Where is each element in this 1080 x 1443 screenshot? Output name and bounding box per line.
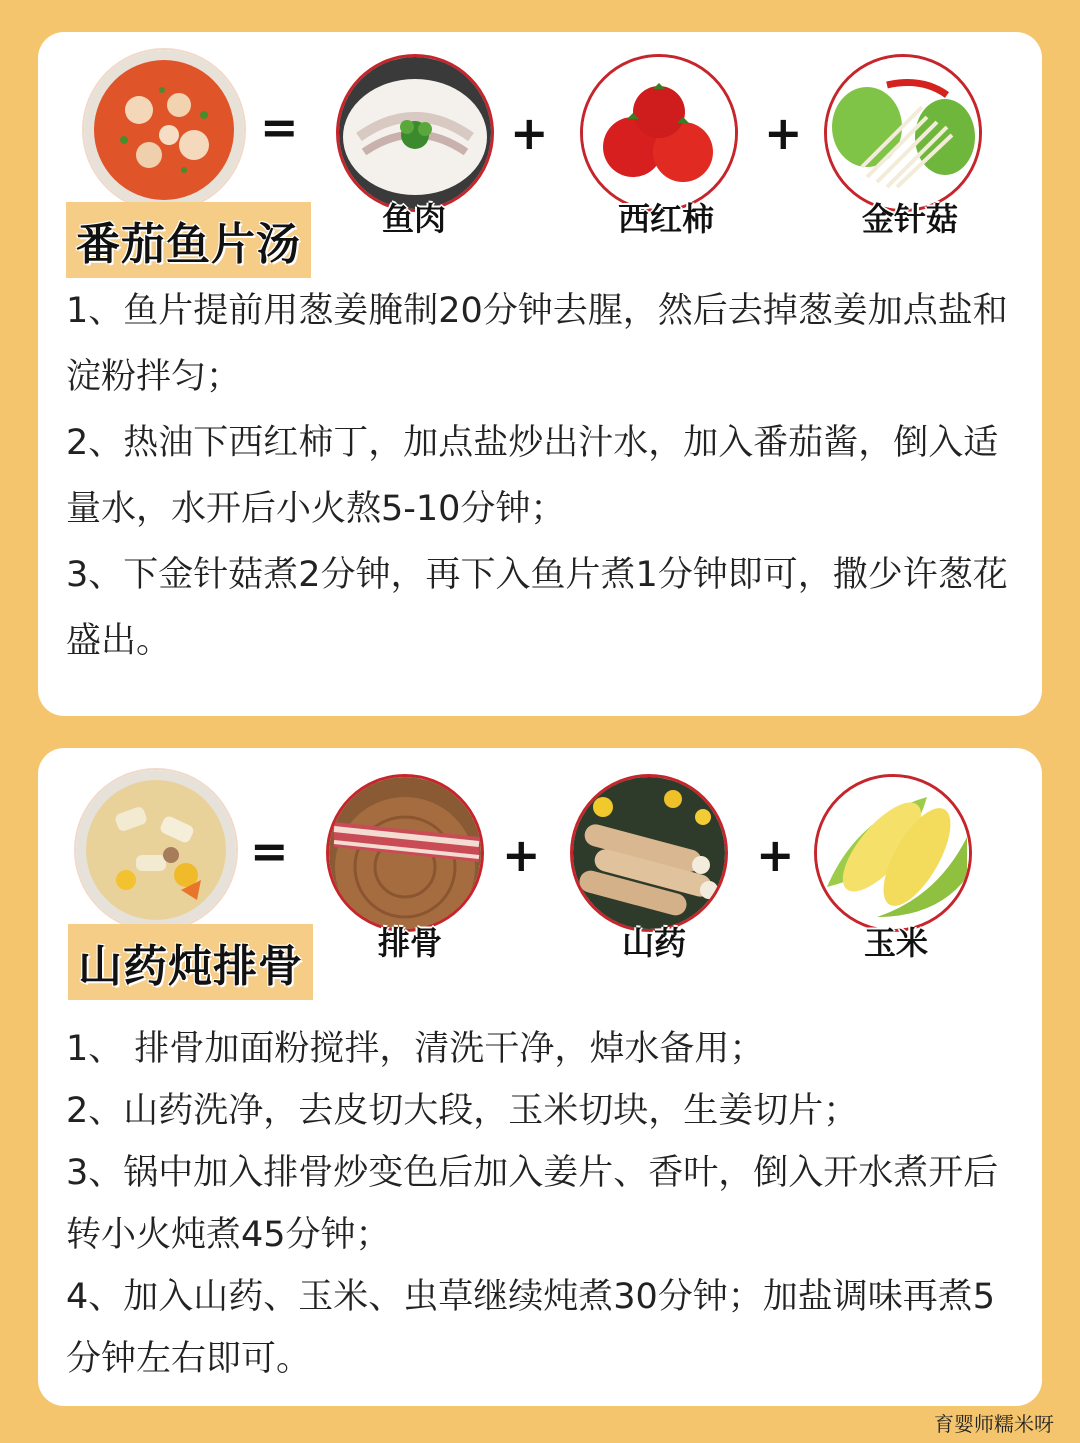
equals-sign: = [260,100,299,154]
step-text: 2、山药洗净，去皮切大段，玉米切块，生姜切片； [66,1091,859,1131]
equals-sign: = [250,824,289,878]
pork-ribs-image [326,774,484,932]
yam-image [570,774,728,932]
recipe-steps [66,278,1022,674]
plus-sign: + [510,106,549,160]
recipe-steps [66,1018,1022,1390]
ingredient-label: 鱼肉 [382,200,447,238]
recipe-title: 番茄鱼片汤 [66,202,311,278]
ingredient-label: 山药 [622,924,687,962]
fish-slices-image [336,54,494,212]
step-text: 3、锅中加入排骨炒变色后加入姜片、香叶，倒入开水煮开后转小火炖煮45分钟； [66,1153,999,1255]
corn-image [814,774,972,932]
tomato-image [580,54,738,212]
step-text: 1、鱼片提前用葱姜腌制20分钟去腥，然后去掉葱姜加点盐和淀粉拌匀； [66,291,1008,397]
step-text: 2、热油下西红柿丁，加点盐炒出汁水，加入番茄酱，倒入适量水，水开后小火熬5-10分钟； [66,423,999,529]
step-text: 3、下金针菇煮2分钟，再下入鱼片煮1分钟即可，撒少许葱花盛出。 [66,555,1008,661]
author-watermark: 育婴师糯米呀 [934,1412,1054,1436]
tomato-fish-soup-image [84,50,244,210]
recipe-card-yam-rib [38,748,1042,1406]
yam-rib-soup-image [76,770,236,930]
recipe-card-tomato-fish [38,32,1042,716]
recipe-title: 山药炖排骨 [68,924,313,1000]
ingredient-label: 玉米 [864,924,929,962]
step-text: 1、 排骨加面粉搅拌，清洗干净，焯水备用； [66,1029,765,1069]
step-text: 4、加入山药、玉米、虫草继续炖煮30分钟；加盐调味再煮5分钟左右即可。 [66,1277,996,1379]
plus-sign: + [764,106,803,160]
ingredient-label: 西红柿 [618,200,715,238]
plus-sign: + [502,828,541,882]
enoki-image [824,54,982,212]
plus-sign: + [756,828,795,882]
ingredient-label: 金针菇 [862,200,959,238]
ingredient-label: 排骨 [378,924,443,962]
